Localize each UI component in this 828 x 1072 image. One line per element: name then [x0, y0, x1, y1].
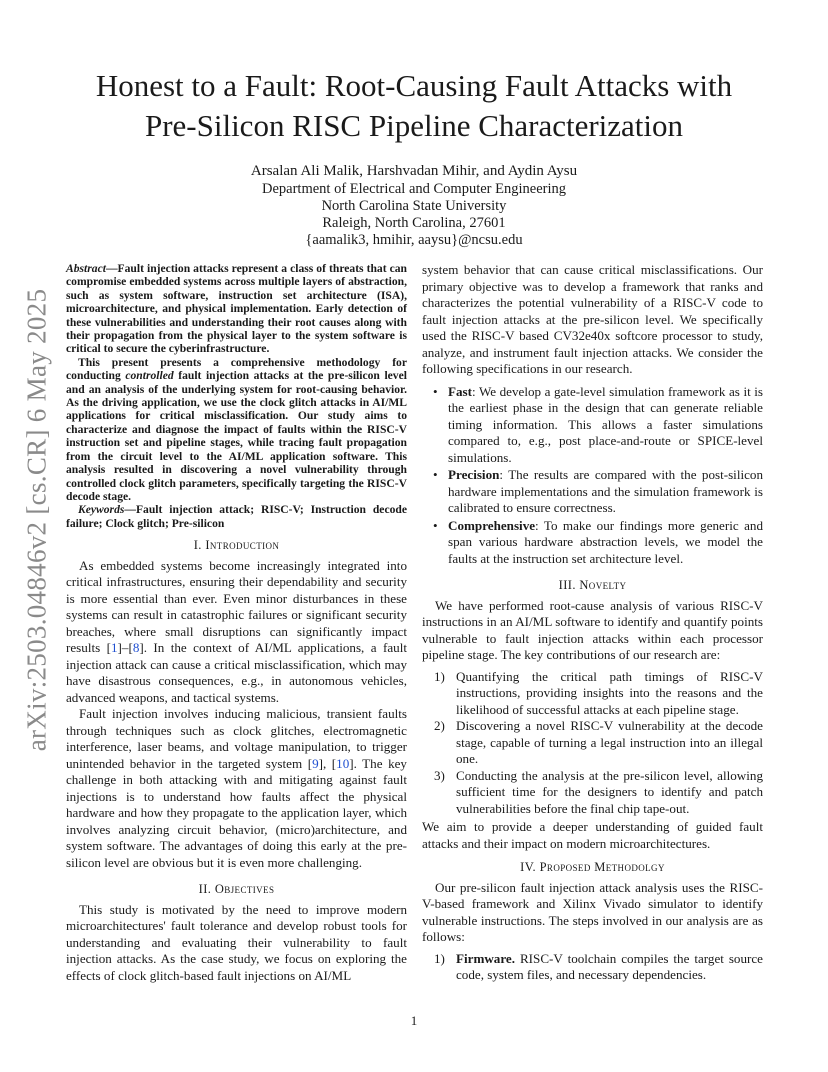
- abstract-label: Abstract: [66, 262, 106, 275]
- author-emails: {aamalik3, hmihir, aaysu}@ncsu.edu: [305, 232, 523, 248]
- author-department: Department of Electrical and Computer Engineering: [262, 181, 566, 197]
- abstract: [66, 262, 407, 530]
- list-item: 1) Firmware. RISC-V toolchain compiles the target source code, system files, and necessary dependencies.: [434, 950, 763, 982]
- list-item: • Comprehensive: To make our findings more generic and span various hardware abstraction levels, we model the faults at the instruction set architecture level.: [433, 517, 763, 566]
- list-item: 2) Discovering a novel RISC-V vulnerability at the decode stage, capable of turning a legal instruction into an illegal one.: [434, 718, 763, 766]
- list-item: • Precision: The results are compared with the post-silicon hardware implementations and the simulation framework is calibrated to ensure correctness.: [433, 467, 763, 515]
- list-item: • Fast: We develop a gate-level simulation framework as it is the earliest phase in the design that can generate reliable timing information. This allows a faster simulations compared to, e.g., post place-and-route or SPICE-level simulations.: [433, 383, 763, 465]
- specification-list: [422, 384, 763, 568]
- page-number: 1: [410, 1013, 418, 1028]
- bullet-icon: •: [433, 467, 438, 482]
- author-block: [150, 163, 678, 249]
- list-item: 1) Quantifying the critical path timings of RISC-V instructions, providing insights into the reasons and the likelihood of successful attacks at each pipeline stage.: [434, 668, 763, 717]
- title-line-1: Honest to a Fault: Root-Causing Fault Attacks with: [95, 68, 733, 103]
- objectives-paragraph-continued: system behavior that can cause critical misclassifications. Our primary objective was to develop a framework that ranks and characterizes the potential vulnerability of a RISC-V code to fault injection attacks at the pre-silicon level. We specifically used the RISC-V based CV32e40x softcore processor to study, analyze, and instrument fault injection attacks. We consider the following specifications in our research.: [422, 262, 763, 376]
- list-item: 3) Conducting the analysis at the pre-silicon level, allowing sufficient time for the designers to identify and patch vulnerabilities before the final chip tape-out.: [434, 767, 763, 816]
- contributions-list: [422, 669, 763, 818]
- author-names: Arsalan Ali Malik, Harshvadan Mihir, and Aydin Aysu: [250, 163, 578, 179]
- author-university: North Carolina State University: [321, 198, 507, 214]
- keywords-label: Keywords: [78, 503, 125, 517]
- citation-link[interactable]: 8: [132, 640, 140, 656]
- left-column: [66, 262, 407, 984]
- right-column: [422, 262, 763, 986]
- methodology-steps-list: [422, 951, 763, 984]
- section-heading-objectives: II. Objectives: [198, 882, 275, 897]
- introduction-paragraph-2: Fault injection involves inducing malicious, transient faults through techniques such as clock glitches, electromagnetic interference, laser beams, and voltage manipulation, to trigger unintended behavior in the targeted system [9], [10]. The key challenge in both attacking with and mitigating against fault injections is to understand how faults affect the physical hardware and how they propagate to the application layer, which involves analyzing circuit behavior, (micro)architecture, and system software. The advantages of doing this early at the pre-silicon level are obvious but it is even more challenging.: [66, 706, 407, 870]
- abstract-paragraph-2: This present presents a comprehensive methodology for conducting controlled fault injection attacks at the pre-silicon level and an analysis of the underlying system for root-causing behavior. As the driving application, we use the clock glitch attacks in AI/ML applications for critical misclassification. Our study aims to characterize and diagnose the impact of faults within the RISC-V instruction set and pipeline stages, while tracing fault propagation from the circuit level to the AI/ML application software. This analysis resulted in discovering a novel vulnerability through controlled clock glitch parameters, specifically targeting the RISC-V decode stage.: [66, 355, 407, 503]
- abstract-paragraph-1: Abstract—Fault injection attacks represent a class of threats that can compromise embedded systems across multiple layers of abstraction, such as system software, instruction set architecture (ISA), microarchitecture, and physical implementation. Early detection of these vulnerabilities and understanding their root causes along with their propagation from the physical layer to the system software is critical to secure the cyberinfrastructure.: [66, 262, 407, 356]
- section-heading-introduction: I. Introduction: [193, 538, 280, 553]
- bullet-icon: •: [433, 517, 438, 533]
- keywords: Keywords—Fault injection attack; RISC-V; Instruction decode failure; Clock glitch; Pre-silicon: [66, 503, 407, 530]
- citation-link[interactable]: 9: [312, 755, 319, 771]
- author-city: Raleigh, North Carolina, 27601: [322, 215, 506, 231]
- objectives-paragraph: This study is motivated by the need to improve modern microarchitectures' fault tolerance and develop robust tools for understanding and evaluating their vulnerability to fault injection attacks. As the case study, we focus on exploring the effects of clock glitch-based fault injections on AI/ML: [66, 901, 407, 983]
- section-heading-methodology: IV. Proposed Methodolgy: [520, 860, 665, 874]
- citation-link[interactable]: 1: [110, 640, 118, 656]
- bullet-icon: •: [433, 383, 438, 399]
- novelty-closing-paragraph: We aim to provide a deeper understanding of guided fault attacks and their impact on modern microarchitectures.: [422, 819, 763, 851]
- section-heading-novelty: III. Novelty: [558, 578, 627, 592]
- title-line-2: Pre-Silicon RISC Pipeline Characterization: [144, 108, 684, 143]
- methodology-paragraph: Our pre-silicon fault injection attack analysis uses the RISC-V-based framework and Xilinx Vivado simulator to identify vulnerable instructions. The steps involved in our analysis are as follows:: [422, 879, 763, 944]
- paper-title: [50, 66, 778, 146]
- citation-link[interactable]: 10: [336, 755, 350, 771]
- introduction-paragraph-1: As embedded systems become increasingly integrated into critical infrastructures, ensuring their dependability and security is more essential than ever. Even minor disturbances in these systems can result in catastrophic failures or significant security breaches, where small disruptions can significantly impact results [1]–[8]. In the context of AI/ML applications, a fault injection attack can cause a critical misclassification, which may have disastrous consequences, e.g., in autonomous vehicles, advanced weapons, and tactical systems.: [66, 557, 407, 705]
- novelty-paragraph: We have performed root-cause analysis of various RISC-V instructions in an AI/ML software to identify and quantify points vulnerable to fault injection attacks within each processor pipeline stage. The key contributions of our research are:: [422, 597, 763, 662]
- arxiv-identifier: arXiv:2503.04846v2 [cs.CR] 6 May 2025: [21, 288, 52, 752]
